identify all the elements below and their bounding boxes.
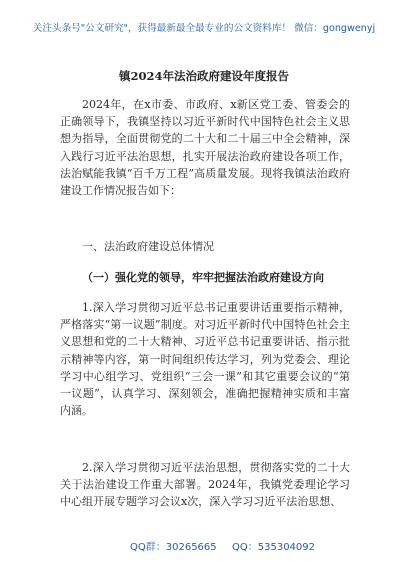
footer-qq: QQ：535304092 bbox=[232, 542, 316, 553]
promo-banner: 关注头条号"公文研究"，获得最新最全最专业的公文资料库！ 微信：gongwenyj bbox=[32, 23, 376, 34]
paragraph-1: 1.深入学习贯彻习近平总书记重要讲话重要指示精神，严格落实“第一议题”制度。对习近平新时代中国特色社会主义思想和党的二十大精神、习近平总书记重要讲话、指示批示精神等内容，第一时间组织传达学习，列为党委会、理论学习中心组学习、党组织“三会一课”和其它重要会议的“第一议题”，认真学习、深刻领会，准确把握精神实质和丰富内涵。 bbox=[60, 301, 350, 418]
paragraph-2: 2.深入学习贯彻习近平法治思想，贯彻落实党的二十大关于法治建设工作重大部署。2024年，我镇党委理论学习中心组开展专题学习会议x次，深入学习习近平法治思想、 bbox=[60, 461, 350, 509]
document-title: 镇2024年法治政府建设年度报告 bbox=[118, 69, 289, 83]
section-heading-overview: 一、法治政府建设总体情况 bbox=[82, 240, 214, 253]
subsection-heading-party-leadership: （一）强化党的领导，牢牢把握法治政府建设方向 bbox=[82, 271, 324, 284]
footer-qq-group: QQ群：30265665 bbox=[130, 542, 217, 553]
intro-paragraph: 2024年，在x市委、市政府、x新区党工委、管委会的正确领导下，我镇坚持以习近平新时代中国特色社会主义思想为指导，全面贯彻党的二十大和二十届三中全会精神，深入践行习近平法治思想，扎实开展法治政府建设各项工作，法治赋能我镇“百千万工程”高质量发展。现将我镇法治政府建设工作情况报告如下： bbox=[60, 98, 350, 198]
